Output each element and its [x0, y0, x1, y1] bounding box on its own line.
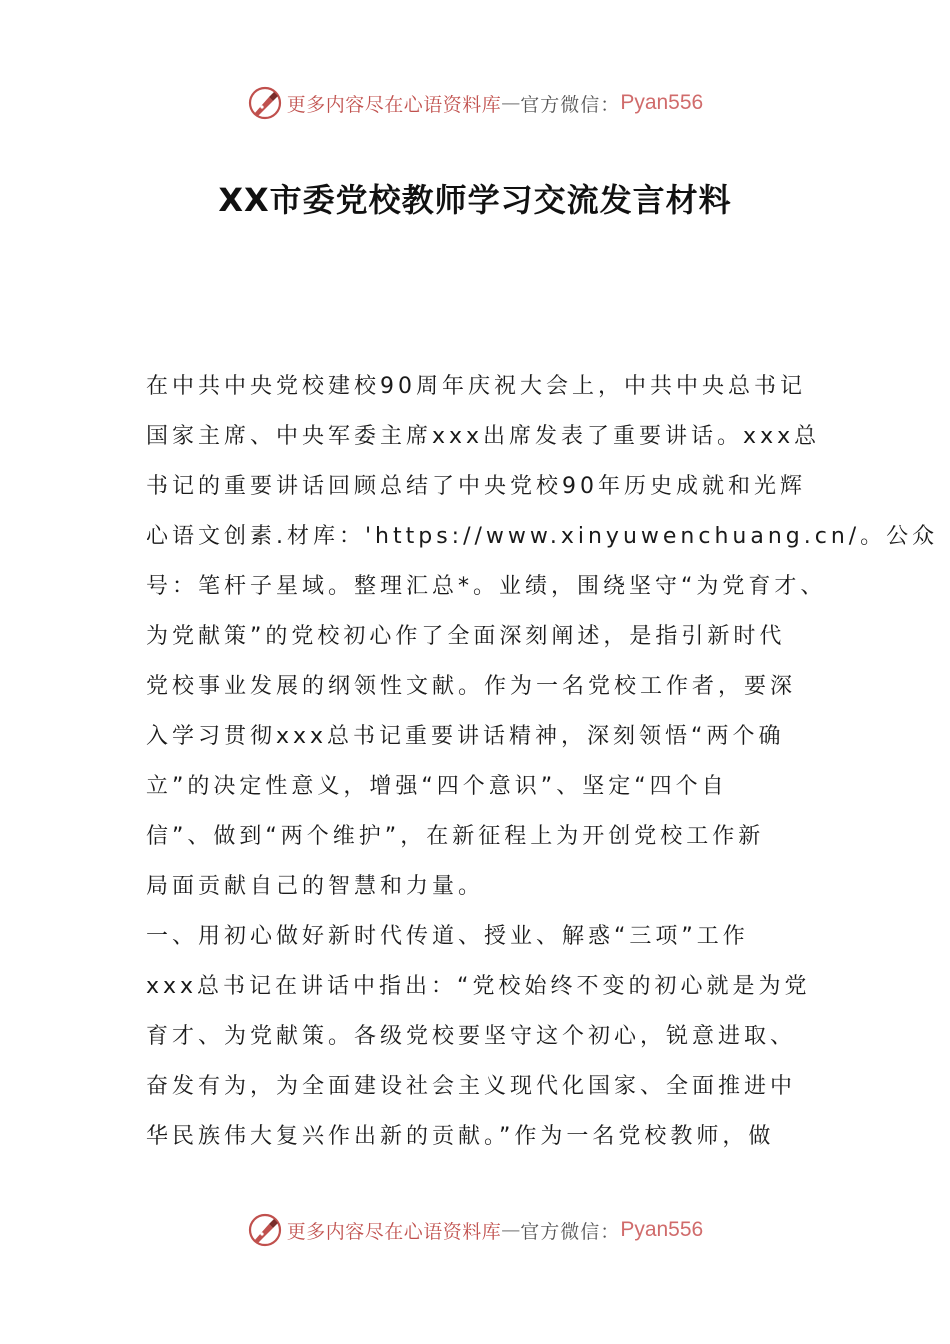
body-line: 为党献策”的党校初心作了全面深刻阐述，是指引新时代 [146, 624, 786, 649]
body-line: 党校事业发展的纲领性文献。作为一名党校工作者，要深 [146, 674, 797, 699]
document-title: XX市委党校教师学习交流发言材料 [218, 181, 732, 219]
body-line: 国家主席、中央军委主席xxx出席发表了重要讲话。xxx总 [146, 424, 821, 449]
body-line: 书记的重要讲话回顾总结了中央党校90年历史成就和光辉 [146, 474, 806, 499]
body-line: 局面贡献自己的智慧和力量。 [146, 874, 485, 899]
pen-nib-circle-icon [247, 1212, 283, 1248]
watermark-separator: — [501, 92, 521, 114]
watermark-contact-id: Pyan556 [620, 91, 704, 114]
footer-watermark [0, 1210, 950, 1250]
body-line: xxx总书记在讲话中指出：“党校始终不变的初心就是为党 [146, 974, 811, 999]
body-line: 立”的决定性意义，增强“四个意识”、坚定“四个自 [146, 774, 728, 799]
pen-nib-circle-icon [247, 85, 283, 121]
body-line: 入学习贯彻xxx总书记重要讲话精神，深刻领悟“两个确 [146, 724, 785, 749]
body-line: 心语文创素.材库：'https://www.xinyuwenchuang.cn/。公众 [146, 524, 939, 549]
watermark-contact-label: 官方微信： [520, 93, 621, 116]
header-watermark [0, 83, 950, 123]
body-line: 奋发有为，为全面建设社会主义现代化国家、全面推进中 [146, 1074, 797, 1099]
watermark-brand-text: 更多内容尽在心语资料库 [286, 1220, 502, 1243]
watermark-contact-id: Pyan556 [620, 1218, 704, 1241]
watermark-separator: — [501, 1219, 521, 1241]
watermark-contact-label: 官方微信： [520, 1220, 621, 1243]
watermark-brand-text: 更多内容尽在心语资料库 [286, 93, 502, 116]
body-line: 在中共中央党校建校90周年庆祝大会上，中共中央总书记 [146, 374, 806, 399]
body-line: 育才、为党献策。各级党校要坚守这个初心，锐意进取、 [146, 1024, 797, 1049]
section-heading: 一、用初心做好新时代传道、授业、解惑“三项”工作 [146, 924, 749, 949]
document-body [146, 362, 939, 1162]
body-line: 号：笔杆子星域。整理汇总*。业绩，围绕坚守“为党育才、 [146, 574, 827, 599]
body-line: 信”、做到“两个维护”，在新征程上为开创党校工作新 [146, 824, 765, 849]
body-line: 华民族伟大复兴作出新的贡献。”作为一名党校教师，做 [146, 1124, 775, 1149]
